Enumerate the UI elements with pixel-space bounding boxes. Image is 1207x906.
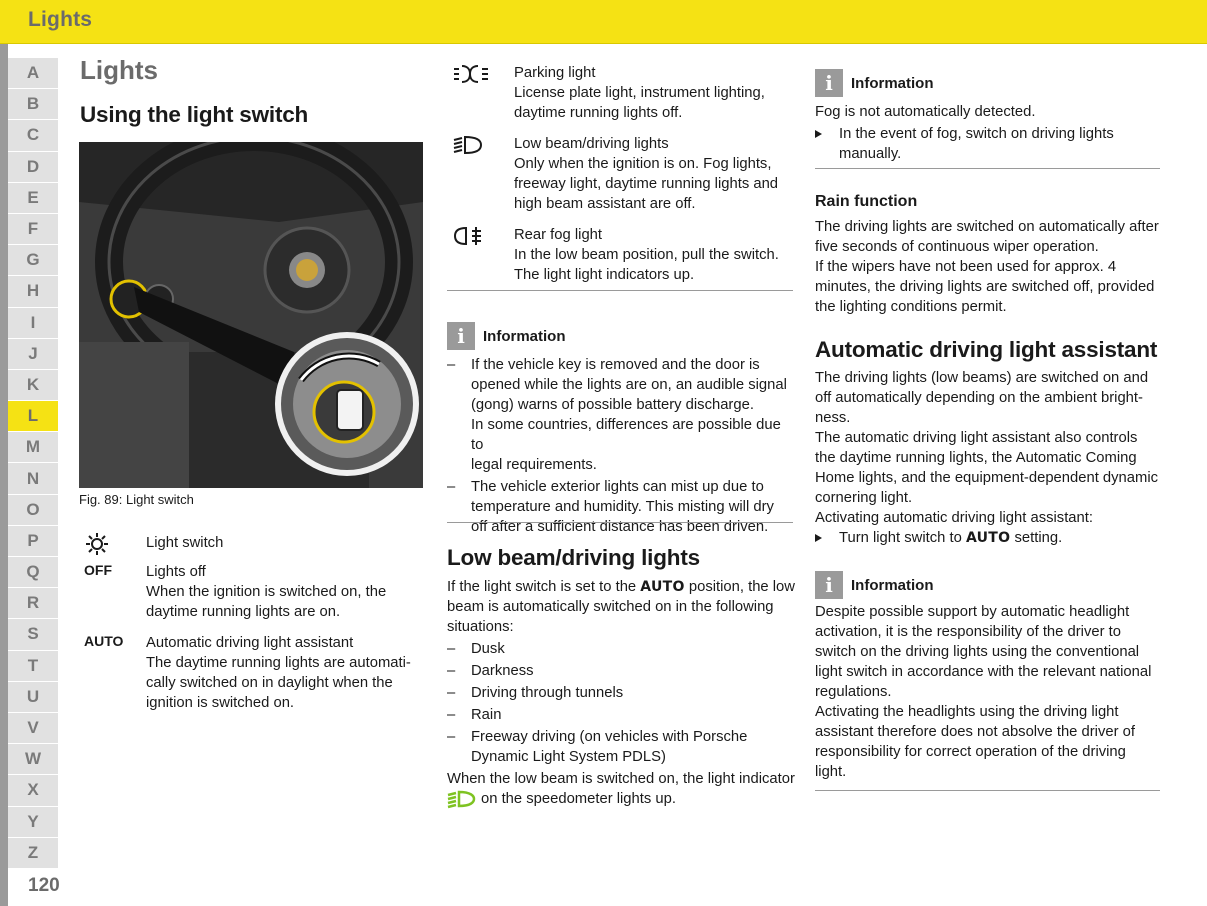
rain-line: If the wipers have not been used for approx. 4 — [815, 259, 1117, 275]
symbol-line: ignition is switched on. — [146, 695, 295, 711]
figure-caption: Fig. 89: Light switch — [79, 492, 194, 507]
light-mode-line: Rear fog light — [514, 227, 603, 243]
intro-line: beam is automatically switched on in the following — [447, 599, 774, 615]
auto-assistant-section — [815, 368, 1165, 548]
info-line: off after a sufficient distance has been driven. — [471, 519, 769, 535]
light-switch-figure — [79, 142, 423, 488]
tab-h[interactable]: H — [8, 276, 58, 307]
divider — [815, 168, 1160, 169]
header-title: Lights — [28, 8, 93, 31]
tab-b[interactable]: B — [8, 89, 58, 120]
info-item — [447, 477, 793, 537]
light-mode-line: License plate light, instrument lighting, — [514, 85, 765, 101]
page-number: 120 — [28, 875, 60, 896]
light-mode-row — [452, 63, 797, 123]
responsibility-line: light. — [815, 764, 847, 780]
info-header — [447, 321, 793, 351]
tab-w[interactable]: W — [8, 744, 58, 775]
left-edge-bar — [0, 0, 8, 906]
tab-e[interactable]: E — [8, 183, 58, 214]
info-box-fog — [815, 68, 1160, 164]
tab-y[interactable]: Y — [8, 807, 58, 838]
dash-marker: – — [447, 685, 456, 701]
sun-icon — [84, 533, 146, 558]
situation-item — [447, 727, 797, 767]
auto-line: ness. — [815, 410, 851, 426]
intro-line: situations: — [447, 619, 514, 635]
situation-item — [447, 639, 797, 659]
tab-x[interactable]: X — [8, 775, 58, 806]
symbol-text — [146, 562, 386, 622]
symbol-row — [84, 533, 424, 558]
situation-text: Dusk — [471, 641, 505, 657]
info-icon: i — [815, 69, 843, 97]
tab-a[interactable]: A — [8, 58, 58, 89]
rain-function-heading: Rain function — [815, 193, 918, 210]
dash-marker: – — [447, 729, 456, 745]
info-item — [447, 355, 793, 475]
tab-z[interactable]: Z — [8, 838, 58, 869]
rear-fog-light-icon — [452, 225, 514, 285]
light-mode-line: Parking light — [514, 65, 596, 81]
low-beam-icon — [452, 134, 514, 214]
tab-i[interactable]: I — [8, 308, 58, 339]
info-box-1 — [447, 321, 793, 539]
indicator-line-2: on the speedometer lights up. — [447, 789, 797, 809]
low-beam-heading: Low beam/driving lights — [447, 545, 700, 570]
tab-v[interactable]: V — [8, 713, 58, 744]
info-line: opened while the lights are on, an audible signal — [471, 377, 787, 393]
symbol-line: Automatic driving light assistant — [146, 635, 354, 651]
auto-line: Home lights, and the equipment-dependent dynamic — [815, 470, 1159, 486]
rain-function-text — [815, 217, 1165, 317]
divider — [447, 290, 793, 291]
info-list — [447, 355, 793, 537]
light-mode-line: Low beam/driving lights — [514, 136, 669, 152]
light-mode-row — [452, 134, 797, 214]
indicator-line-1: When the low beam is switched on, the light indicator — [447, 771, 795, 787]
situation-text: Driving through tunnels — [471, 685, 624, 701]
info-line: If the vehicle key is removed and the door is — [471, 357, 760, 373]
rain-line: the lighting conditions permit. — [815, 299, 1007, 315]
auto-line: The driving lights (low beams) are switched on and — [815, 370, 1149, 386]
info-title: Information — [851, 74, 934, 92]
symbol-line: daytime running lights are on. — [146, 604, 341, 620]
light-mode-line: In the low beam position, pull the switch. — [514, 247, 779, 263]
tab-u[interactable]: U — [8, 682, 58, 713]
auto-line: off automatically depending on the ambient bright- — [815, 390, 1143, 406]
tab-r[interactable]: R — [8, 588, 58, 619]
responsibility-line: Activating the headlights using the driving light — [815, 704, 1119, 720]
fog-note: Fog is not automatically detected. — [815, 104, 1036, 120]
auto-bullet: Turn light switch to AUTO setting. — [815, 528, 1165, 548]
responsibility-line: switch on the driving lights using the conventional — [815, 644, 1140, 660]
situation-item — [447, 661, 797, 681]
auto-line: cornering light. — [815, 490, 913, 506]
tab-d[interactable]: D — [8, 152, 58, 183]
responsibility-line: responsibility for correct operation of the driving — [815, 744, 1126, 760]
responsibility-line: Despite possible support by automatic headlight — [815, 604, 1130, 620]
auto-line: the daytime running lights, the Automatic Coming — [815, 450, 1137, 466]
light-mode-text — [514, 225, 779, 285]
info-line: legal requirements. — [471, 457, 597, 473]
light-mode-line: Only when the ignition is on. Fog lights, — [514, 156, 772, 172]
situation-text: Dynamic Light System PDLS) — [471, 749, 666, 765]
page-header — [0, 0, 1207, 44]
tab-l[interactable]: L — [8, 401, 58, 432]
dash-marker: – — [447, 641, 456, 657]
auto-label: AUTO — [965, 530, 1011, 546]
symbol-auto: AUTO — [84, 633, 124, 649]
symbol-line: cally switched on in daylight when the — [146, 675, 393, 691]
dash-marker: – — [447, 479, 456, 495]
tab-j[interactable]: J — [8, 339, 58, 370]
info-box-responsibility — [815, 570, 1160, 782]
tab-q[interactable]: Q — [8, 557, 58, 588]
rain-line: five seconds of continuous wiper operation. — [815, 239, 1099, 255]
tab-t[interactable]: T — [8, 651, 58, 682]
tab-f[interactable]: F — [8, 214, 58, 245]
light-mode-line: The light light indicators up. — [514, 267, 695, 283]
info-title: Information — [851, 576, 934, 594]
symbol-row — [84, 633, 424, 713]
section-heading: Lights — [80, 55, 158, 85]
responsibility-text — [815, 602, 1160, 782]
responsibility-line: activation, it is the responsibility of the driver to — [815, 624, 1121, 640]
info-line: The vehicle exterior lights can mist up due to — [471, 479, 764, 495]
info-header — [815, 68, 1160, 98]
situation-item — [447, 705, 797, 725]
tab-g[interactable]: G — [8, 245, 58, 276]
situation-text: Darkness — [471, 663, 534, 679]
light-mode-text — [514, 63, 765, 123]
tab-m[interactable]: M — [8, 432, 58, 463]
situations-list — [447, 639, 797, 767]
alphabet-index — [8, 58, 58, 869]
info-line: In some countries, differences are possible due to — [471, 417, 781, 453]
light-mode-line: freeway light, daytime running lights and — [514, 176, 779, 192]
fog-bullet-line: manually. — [839, 146, 902, 162]
low-beam-intro-lines — [447, 597, 797, 637]
info-title: Information — [483, 327, 566, 345]
dash-marker: – — [447, 357, 456, 373]
symbol-line: Lights off — [146, 564, 206, 580]
rain-line: The driving lights are switched on automatically after — [815, 219, 1159, 235]
tab-s[interactable]: S — [8, 619, 58, 650]
parking-light-icon — [452, 63, 514, 123]
subsection-heading: Using the light switch — [80, 102, 309, 127]
auto-line: The automatic driving light assistant also controls — [815, 430, 1138, 446]
info-line: temperature and humidity. This misting will dry — [471, 499, 774, 515]
divider — [815, 790, 1160, 791]
auto-assistant-heading: Automatic driving light assistant — [815, 337, 1158, 362]
responsibility-line: regulations. — [815, 684, 892, 700]
symbol-off: OFF — [84, 562, 112, 578]
bullet-arrow-icon — [815, 534, 822, 542]
symbol-line: When the ignition is switched on, the — [146, 584, 387, 600]
tab-n[interactable]: N — [8, 463, 58, 494]
tab-o[interactable]: O — [8, 495, 58, 526]
dash-marker: – — [447, 663, 456, 679]
auto-label: AUTO — [640, 579, 685, 595]
light-mode-text — [514, 134, 778, 214]
fog-bullet — [815, 124, 1160, 164]
symbol-line: Light switch — [146, 535, 224, 551]
info-icon: i — [815, 571, 843, 599]
tab-k[interactable]: K — [8, 370, 58, 401]
info-line: (gong) warns of possible battery discharge. — [471, 397, 754, 413]
situation-item — [447, 683, 797, 703]
auto-line: Activating automatic driving light assistant: — [815, 510, 1093, 526]
low-beam-indicator-icon — [447, 789, 477, 809]
fog-bullet-line: In the event of fog, switch on driving lights — [839, 126, 1114, 142]
info-icon: i — [447, 322, 475, 350]
symbol-text — [146, 533, 223, 558]
symbol-text — [146, 633, 411, 713]
light-mode-line: high beam assistant are off. — [514, 196, 696, 212]
light-mode-row — [452, 225, 797, 285]
dash-marker: – — [447, 707, 456, 723]
situation-text: Rain — [471, 707, 502, 723]
situation-text: Freeway driving (on vehicles with Porsche — [471, 729, 748, 745]
light-mode-line: daytime running lights off. — [514, 105, 683, 121]
symbol-line: The daytime running lights are automati- — [146, 655, 411, 671]
low-beam-intro: If the light switch is set to the AUTO position, the low — [447, 579, 795, 595]
responsibility-line: assistant therefore does not absolve the driver of — [815, 724, 1135, 740]
info-header — [815, 570, 1160, 600]
responsibility-line: light switch in accordance with the relevant national — [815, 664, 1152, 680]
low-beam-section — [447, 577, 797, 809]
rain-line: minutes, the driving lights are switched off, provided — [815, 279, 1155, 295]
light-switch-illustration — [79, 142, 423, 488]
tab-c[interactable]: C — [8, 120, 58, 151]
divider — [447, 522, 793, 523]
tab-p[interactable]: P — [8, 526, 58, 557]
bullet-arrow-icon — [815, 124, 822, 144]
symbol-row — [84, 562, 424, 622]
